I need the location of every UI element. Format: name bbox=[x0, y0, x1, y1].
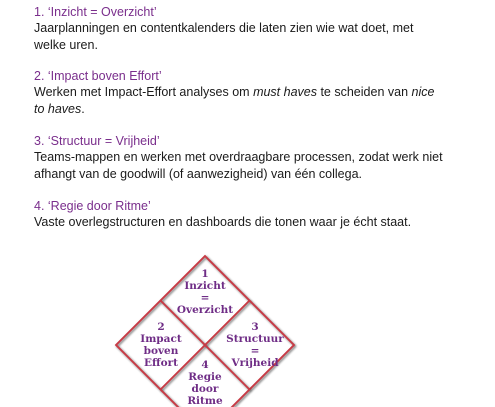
diagram-label-4-line-1: Regie bbox=[188, 371, 222, 383]
diagram-label-2-line-2: boven bbox=[143, 345, 179, 357]
diagram-label-4-line-2: door bbox=[191, 383, 219, 395]
principle-4-heading: 4. ‘Regie door Ritme’ bbox=[34, 199, 151, 213]
principle-3-body-line-1: Teams-mappen en werken met overdraagbare processen, zodat werk niet bbox=[34, 150, 443, 164]
principle-1-heading: 1. ‘Inzicht = Overzicht’ bbox=[34, 5, 157, 19]
diagram-label-4-line-3: Ritme bbox=[187, 395, 223, 407]
diagram-label-1-line-1: Inzicht bbox=[184, 280, 226, 292]
diagram-label-4 bbox=[170, 359, 240, 407]
diagram-label-3-line-3: Vrijheid bbox=[231, 357, 279, 369]
principle-3 bbox=[34, 133, 484, 183]
principle-3-heading: 3. ‘Structuur = Vrijheid’ bbox=[34, 134, 160, 148]
diagram-label-4-number: 4 bbox=[201, 359, 209, 371]
principle-2-body-text-1: Werken met Impact-Effort analyses om bbox=[34, 85, 254, 99]
principle-1-body-line-1: Jaarplanningen en contentkalenders die laten zien wie wat doet, met bbox=[34, 21, 414, 35]
diagram-label-1 bbox=[165, 268, 245, 316]
principle-2-body-emph-2: nice bbox=[411, 85, 435, 99]
diagram-label-3-number: 3 bbox=[251, 321, 259, 333]
diagram-label-1-line-2: = bbox=[200, 292, 210, 304]
principle-1-body-line-2: welke uren. bbox=[34, 38, 98, 52]
principle-1-body bbox=[34, 20, 484, 54]
principle-3-body bbox=[34, 149, 484, 183]
principle-2-heading: 2. ‘Impact boven Effort’ bbox=[34, 69, 162, 83]
principle-1 bbox=[34, 4, 484, 54]
principle-3-body-line-2: afhangt van de goodwill (of aanwezigheid) van één collega. bbox=[34, 167, 363, 181]
principle-2-body bbox=[34, 84, 484, 118]
diagram-label-3-line-1: Structuur bbox=[226, 333, 284, 345]
diagram-label-1-number: 1 bbox=[201, 268, 209, 280]
principle-2-body-text-3: . bbox=[81, 102, 85, 116]
principle-2-body-text-2: te scheiden van bbox=[316, 85, 412, 99]
principle-4 bbox=[34, 198, 484, 231]
principle-2 bbox=[34, 68, 484, 118]
principle-2-body-emph-3: to haves bbox=[34, 102, 82, 116]
diagram-label-3-line-2: = bbox=[250, 345, 260, 357]
diagram-label-1-line-3: Overzicht bbox=[176, 304, 234, 316]
diagram-label-2-line-3: Effort bbox=[143, 357, 178, 369]
principle-2-body-emph-1: must haves bbox=[253, 85, 317, 99]
principle-4-body bbox=[34, 214, 484, 231]
diagram-label-2-line-1: Impact bbox=[140, 333, 182, 345]
diagram-label-2-number: 2 bbox=[157, 321, 165, 333]
principle-4-body-line-1: Vaste overlegstructuren en dashboards die tonen waar je écht staat. bbox=[34, 215, 412, 229]
